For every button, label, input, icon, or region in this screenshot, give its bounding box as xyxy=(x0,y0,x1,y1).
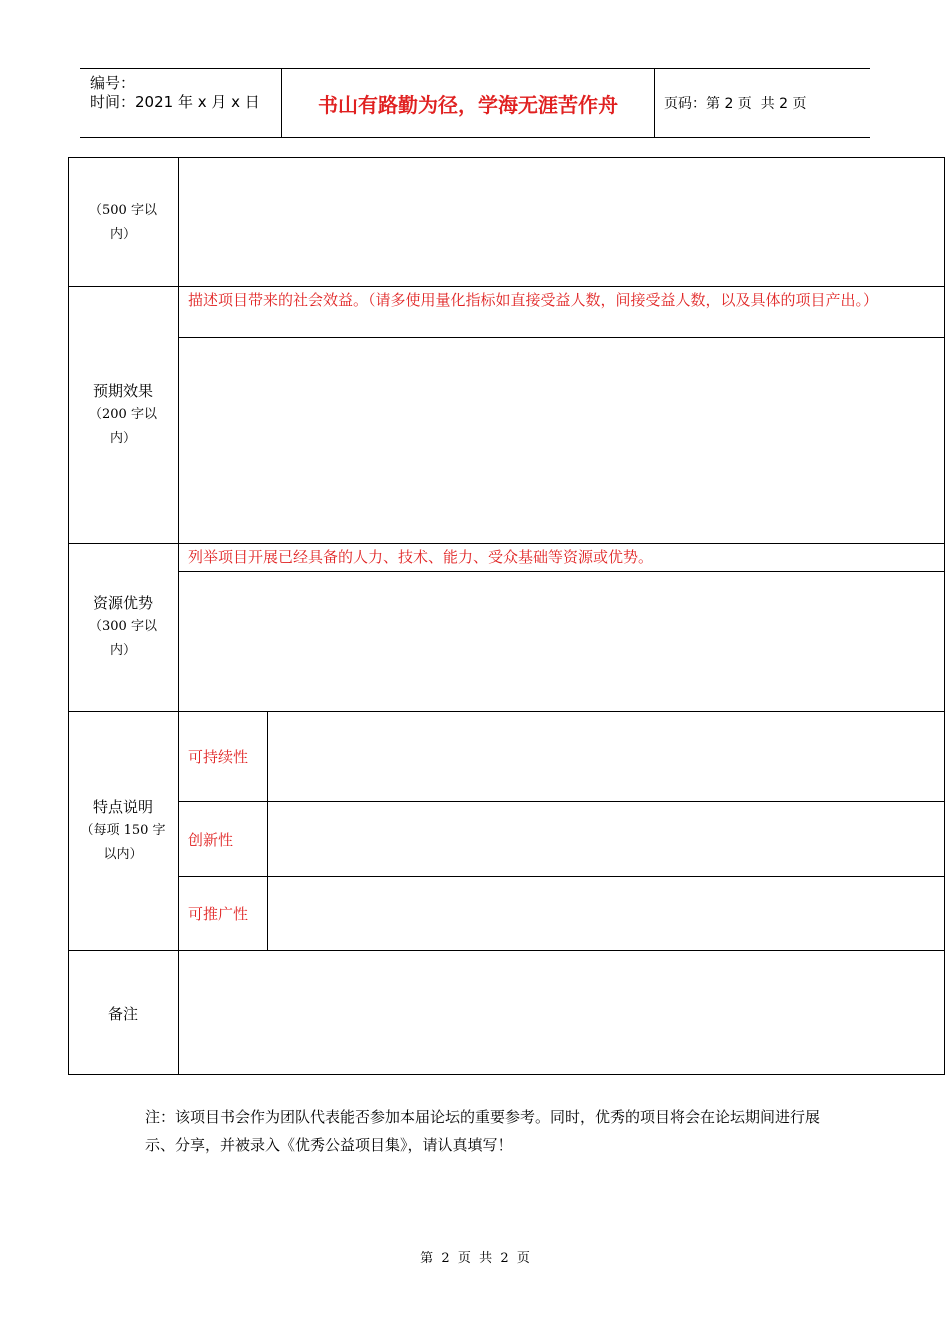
expected-effect-limit-1: （200 字以 xyxy=(89,407,157,422)
header-motto: 书山有路勤为径，学海无涯苦作舟 xyxy=(282,69,655,137)
feature-innovation-field[interactable] xyxy=(268,802,944,876)
feature-sustainability-field[interactable] xyxy=(268,712,944,801)
form-note: 注：该项目书会作为团队代表能否参加本届论坛的重要参考。同时，优秀的项目将会在论坛期间进行展示、分享，并被录入《优秀公益项目集》，请认真填写！ xyxy=(145,1108,821,1154)
expected-effect-field[interactable] xyxy=(179,338,944,543)
table-border-right xyxy=(944,157,945,1075)
features-label xyxy=(68,795,178,867)
feature-scalability-field[interactable] xyxy=(268,877,944,950)
features-title: 特点说明 xyxy=(92,798,153,816)
row1-limit-1: （500 字以 xyxy=(89,203,157,218)
header-meta xyxy=(80,69,282,137)
resources-limit-2: 内） xyxy=(109,643,136,658)
feature-innovation-label: 创新性 xyxy=(188,831,234,849)
remarks-field[interactable] xyxy=(179,951,944,1074)
feature-sustainability-label: 可持续性 xyxy=(188,748,249,766)
feature-scalability-label: 可推广性 xyxy=(188,905,249,923)
row1-limit-2: 内） xyxy=(109,227,136,242)
expected-effect-title: 预期效果 xyxy=(92,382,153,400)
application-form-table xyxy=(68,157,945,1075)
row1-label xyxy=(68,199,178,247)
number-label: 编号： xyxy=(90,74,136,92)
row-divider xyxy=(68,286,945,287)
table-border-bottom xyxy=(68,1074,945,1075)
resources-instruction: 列举项目开展已经具备的人力、技术、能力、受众基础等资源或优势。 xyxy=(188,548,654,566)
page-footer xyxy=(0,1247,950,1266)
row-divider xyxy=(68,543,945,544)
row1-content-field[interactable] xyxy=(179,158,944,286)
remarks-label: 备注 xyxy=(107,1005,138,1023)
page-info-text: 页码：第 2 页 共 2 页 xyxy=(664,96,807,112)
features-limit-2: 以内） xyxy=(103,847,143,862)
footer-page-number: 第 2 页 共 2 页 xyxy=(420,1251,530,1266)
expected-effect-limit-2: 内） xyxy=(109,431,136,446)
resources-field[interactable] xyxy=(179,572,944,711)
features-limit-1: （每项 150 字 xyxy=(80,823,166,838)
page-header xyxy=(80,68,870,138)
expected-effect-label xyxy=(68,379,178,451)
header-page-info xyxy=(664,69,807,137)
time-label: 时间：2021 年 x 月 x 日 xyxy=(90,93,260,111)
resources-label xyxy=(68,591,178,663)
expected-effect-instruction: 描述项目带来的社会效益。（请多使用量化指标如直接受益人数，间接受益人数，以及具体的项目产出。） xyxy=(188,291,879,309)
resources-title: 资源优势 xyxy=(92,594,153,612)
resources-limit-1: （300 字以 xyxy=(89,619,157,634)
